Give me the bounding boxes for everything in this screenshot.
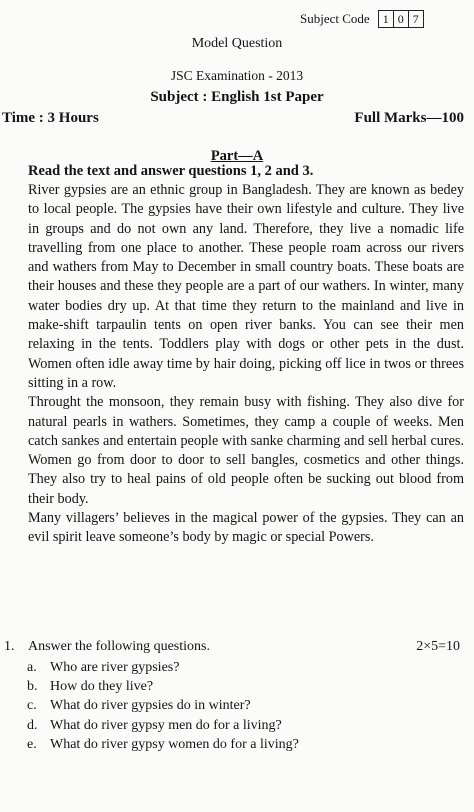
sub-question-letter: d. [27,717,38,733]
exam-title: JSC Examination - 2013 [170,68,304,83]
model-question-title: Model Question [191,36,283,51]
part-title: Part—A [210,148,264,164]
reading-passage [28,181,464,548]
sub-question-text: How do they live? [50,679,154,695]
sub-question-letter: a. [27,660,37,675]
question-1 [0,639,474,754]
time-label: Time : 3 Hours [2,110,99,126]
sub-question-text: What do river gypsies do in winter? [50,698,251,714]
list-item [0,677,474,696]
list-item [0,658,474,677]
subject-code-boxes [378,10,424,28]
list-item [0,696,474,715]
sub-question-letter: e. [27,736,37,752]
passage-paragraph: Many villagers’ believes in the magical power of the gypsies. They can an evil spirit leave someone’s body by magic or special Powers. [28,510,464,546]
list-item [0,716,474,735]
sub-question-letter: b. [27,679,38,695]
question-header [0,639,474,658]
sub-question-list [0,658,474,754]
instruction: Read the text and answer questions 1, 2 and 3. [28,163,314,179]
subject-code-label: Subject Code [300,11,370,26]
sub-question-letter: c. [27,698,37,714]
subject-code-digit: 0 [394,11,409,27]
question-marks: 2×5=10 [416,639,460,654]
sub-question-text: Who are river gypsies? [50,660,180,675]
subject-code-digit: 1 [379,11,394,27]
sub-question-text: What do river gypsy women do for a living? [50,736,299,752]
subject-title: Subject : English 1st Paper [150,89,324,105]
full-marks-label: Full Marks—100 [354,110,464,126]
question-prompt: Answer the following questions. [28,639,210,654]
subject-code-digit: 7 [412,12,419,26]
passage-paragraph: Throught the monsoon, they remain busy with fishing. They also dive for natural pearls in wathers. Sometimes, they camp a couple of weeks. Men catch sankes and entertain people with sanke charming and sell herbal cures. Women go from door to door to sell bangles, cosmetics and other things. They also try to heal pains of old people often be sucking out blood from their body. [28,394,464,507]
list-item [0,735,474,754]
question-number: 1. [4,639,15,654]
subject-code [300,10,424,28]
passage-paragraph: River gypsies are an ethnic group in Bangladesh. They are known as bedey to local people. The gypsies have their own lifestyle and culture. They live in groups and do not own any land. Therefore, they live a nomadic life travelling from one place to another. These people roam across our rivers and wathers from May to December in small country boats. These boats are their houses and these they people are a part of our wathers. In winter, many water bodies dry up. At that time they return to the mainland and live in make-shift tarpaulin tents on open river banks. You can see their men relaxing in the tents. Toddlers play with dogs or other pets in the dust. Women often idle away time by hair doing, picking off lice in twos or threes sitting in a row. [28,182,464,391]
sub-question-text: What do river gypsy men do for a living? [50,717,282,733]
